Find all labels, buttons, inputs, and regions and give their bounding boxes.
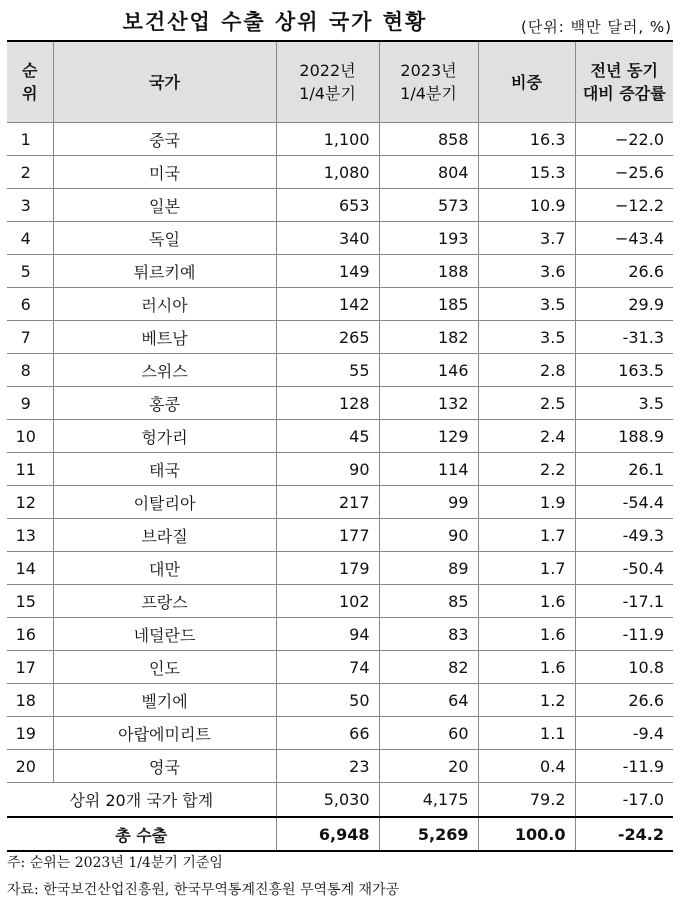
- cell-q2022: 149: [276, 255, 379, 288]
- table-row: [7, 354, 673, 387]
- cell-rank: 1: [7, 123, 53, 156]
- table-row: [7, 288, 673, 321]
- cell-country: 독일: [53, 222, 276, 255]
- table-row: [7, 453, 673, 486]
- header-share: 비중: [478, 41, 575, 123]
- header-rank: [7, 41, 53, 123]
- table-row: [7, 519, 673, 552]
- cell-q2023: 132: [379, 387, 478, 420]
- unit-label: (단위: 백만 달러, %): [520, 18, 672, 36]
- cell-country: 아랍에미리트: [53, 717, 276, 750]
- cell-share: 1.6: [478, 651, 575, 684]
- cell-country: 프랑스: [53, 585, 276, 618]
- cell-rank: 12: [7, 486, 53, 519]
- table-row: [7, 585, 673, 618]
- table-row: [7, 156, 673, 189]
- cell-share: 2.2: [478, 453, 575, 486]
- subtotal-row: [7, 783, 673, 818]
- cell-share: 1.9: [478, 486, 575, 519]
- cell-rank: 11: [7, 453, 53, 486]
- cell-rank: 6: [7, 288, 53, 321]
- total-q2023: 5,269: [379, 817, 478, 851]
- cell-q2022: 45: [276, 420, 379, 453]
- cell-growth: -9.4: [575, 717, 673, 750]
- cell-q2023: 573: [379, 189, 478, 222]
- cell-q2022: 90: [276, 453, 379, 486]
- cell-share: 16.3: [478, 123, 575, 156]
- header-q2023-line1: 2023년: [400, 61, 457, 80]
- header-country: 국가: [53, 41, 276, 123]
- cell-growth: -49.3: [575, 519, 673, 552]
- cell-share: 2.4: [478, 420, 575, 453]
- table-row: [7, 222, 673, 255]
- cell-country: 튀르키예: [53, 255, 276, 288]
- cell-growth: 26.1: [575, 453, 673, 486]
- cell-share: 1.2: [478, 684, 575, 717]
- header-q2022: [276, 41, 379, 123]
- cell-growth: −12.2: [575, 189, 673, 222]
- total-row: [7, 817, 673, 851]
- cell-share: 1.1: [478, 717, 575, 750]
- cell-country: 인도: [53, 651, 276, 684]
- cell-share: 1.6: [478, 618, 575, 651]
- cell-share: 3.5: [478, 288, 575, 321]
- cell-q2022: 340: [276, 222, 379, 255]
- cell-country: 중국: [53, 123, 276, 156]
- cell-country: 홍콩: [53, 387, 276, 420]
- note-source: 자료: 한국보건산업진흥원, 한국무역통계진흥원 무역통계 재가공: [7, 882, 400, 898]
- total-q2022: 6,948: [276, 817, 379, 851]
- cell-rank: 14: [7, 552, 53, 585]
- cell-rank: 17: [7, 651, 53, 684]
- cell-share: 10.9: [478, 189, 575, 222]
- subtotal-growth: -17.0: [575, 783, 673, 818]
- cell-q2023: 114: [379, 453, 478, 486]
- subtotal-q2023: 4,175: [379, 783, 478, 818]
- subtotal-q2022: 5,030: [276, 783, 379, 818]
- table-row: [7, 750, 673, 783]
- cell-q2022: 177: [276, 519, 379, 552]
- cell-share: 1.7: [478, 552, 575, 585]
- cell-growth: -11.9: [575, 618, 673, 651]
- cell-q2022: 66: [276, 717, 379, 750]
- cell-growth: 163.5: [575, 354, 673, 387]
- cell-country: 미국: [53, 156, 276, 189]
- cell-q2022: 94: [276, 618, 379, 651]
- cell-growth: −22.0: [575, 123, 673, 156]
- header-growth-line1: 전년 동기: [590, 61, 658, 80]
- header-rank-line2: 위: [22, 84, 38, 103]
- cell-growth: -11.9: [575, 750, 673, 783]
- cell-rank: 7: [7, 321, 53, 354]
- cell-rank: 15: [7, 585, 53, 618]
- cell-growth: -54.4: [575, 486, 673, 519]
- total-share: 100.0: [478, 817, 575, 851]
- cell-rank: 10: [7, 420, 53, 453]
- table-row: [7, 123, 673, 156]
- total-label: 총 수출: [7, 817, 276, 851]
- cell-q2022: 50: [276, 684, 379, 717]
- header-growth: [575, 41, 673, 123]
- cell-country: 스위스: [53, 354, 276, 387]
- export-table: [7, 40, 673, 852]
- table-row: [7, 387, 673, 420]
- table-row: [7, 717, 673, 750]
- cell-q2023: 193: [379, 222, 478, 255]
- cell-q2022: 265: [276, 321, 379, 354]
- cell-rank: 16: [7, 618, 53, 651]
- subtotal-label: 상위 20개 국가 합계: [7, 783, 276, 818]
- cell-q2023: 804: [379, 156, 478, 189]
- cell-q2023: 185: [379, 288, 478, 321]
- cell-q2023: 182: [379, 321, 478, 354]
- cell-rank: 4: [7, 222, 53, 255]
- cell-country: 대만: [53, 552, 276, 585]
- header-rank-line1: 순: [22, 61, 38, 80]
- header-q2023-line2: 1/4분기: [400, 84, 457, 103]
- cell-growth: −43.4: [575, 222, 673, 255]
- table-row: [7, 189, 673, 222]
- cell-q2023: 20: [379, 750, 478, 783]
- cell-q2022: 653: [276, 189, 379, 222]
- cell-q2022: 23: [276, 750, 379, 783]
- table-row: [7, 651, 673, 684]
- cell-q2022: 179: [276, 552, 379, 585]
- cell-q2022: 102: [276, 585, 379, 618]
- cell-rank: 18: [7, 684, 53, 717]
- header-q2022-line1: 2022년: [299, 61, 356, 80]
- cell-share: 2.8: [478, 354, 575, 387]
- cell-share: 3.7: [478, 222, 575, 255]
- cell-growth: 29.9: [575, 288, 673, 321]
- cell-share: 1.6: [478, 585, 575, 618]
- header-growth-line2: 대비 증감률: [582, 84, 666, 103]
- subtotal-share: 79.2: [478, 783, 575, 818]
- cell-country: 네덜란드: [53, 618, 276, 651]
- cell-q2023: 82: [379, 651, 478, 684]
- cell-q2023: 85: [379, 585, 478, 618]
- cell-rank: 3: [7, 189, 53, 222]
- cell-country: 태국: [53, 453, 276, 486]
- cell-growth: -31.3: [575, 321, 673, 354]
- cell-rank: 20: [7, 750, 53, 783]
- cell-q2023: 99: [379, 486, 478, 519]
- cell-q2023: 146: [379, 354, 478, 387]
- cell-q2023: 89: [379, 552, 478, 585]
- cell-q2023: 129: [379, 420, 478, 453]
- cell-q2023: 64: [379, 684, 478, 717]
- table-row: [7, 486, 673, 519]
- cell-q2023: 90: [379, 519, 478, 552]
- cell-share: 3.6: [478, 255, 575, 288]
- cell-country: 헝가리: [53, 420, 276, 453]
- cell-q2022: 142: [276, 288, 379, 321]
- notes: [7, 850, 399, 904]
- cell-growth: -17.1: [575, 585, 673, 618]
- table-row: [7, 618, 673, 651]
- header-q2023: [379, 41, 478, 123]
- cell-country: 이탈리아: [53, 486, 276, 519]
- cell-country: 일본: [53, 189, 276, 222]
- cell-country: 베트남: [53, 321, 276, 354]
- page-title: 보건산업 수출 상위 국가 현황: [122, 9, 428, 34]
- cell-growth: 10.8: [575, 651, 673, 684]
- cell-growth: -50.4: [575, 552, 673, 585]
- cell-country: 러시아: [53, 288, 276, 321]
- header-q2022-line2: 1/4분기: [299, 84, 356, 103]
- cell-q2022: 128: [276, 387, 379, 420]
- cell-country: 벨기에: [53, 684, 276, 717]
- cell-q2023: 60: [379, 717, 478, 750]
- cell-growth: −25.6: [575, 156, 673, 189]
- cell-growth: 3.5: [575, 387, 673, 420]
- cell-q2022: 1,100: [276, 123, 379, 156]
- cell-share: 1.7: [478, 519, 575, 552]
- note-basis: 주: 순위는 2023년 1/4분기 기준임: [7, 855, 223, 871]
- cell-share: 0.4: [478, 750, 575, 783]
- cell-share: 2.5: [478, 387, 575, 420]
- cell-q2022: 1,080: [276, 156, 379, 189]
- table-row: [7, 684, 673, 717]
- cell-rank: 19: [7, 717, 53, 750]
- cell-growth: 26.6: [575, 684, 673, 717]
- cell-country: 브라질: [53, 519, 276, 552]
- table-header-row: [7, 41, 673, 123]
- cell-q2023: 858: [379, 123, 478, 156]
- cell-share: 3.5: [478, 321, 575, 354]
- cell-rank: 5: [7, 255, 53, 288]
- cell-q2022: 55: [276, 354, 379, 387]
- cell-q2023: 188: [379, 255, 478, 288]
- cell-q2022: 74: [276, 651, 379, 684]
- cell-rank: 2: [7, 156, 53, 189]
- total-growth: -24.2: [575, 817, 673, 851]
- table-row: [7, 552, 673, 585]
- cell-country: 영국: [53, 750, 276, 783]
- cell-share: 15.3: [478, 156, 575, 189]
- cell-rank: 9: [7, 387, 53, 420]
- cell-rank: 8: [7, 354, 53, 387]
- table-row: [7, 420, 673, 453]
- table-row: [7, 321, 673, 354]
- cell-growth: 26.6: [575, 255, 673, 288]
- cell-q2023: 83: [379, 618, 478, 651]
- cell-growth: 188.9: [575, 420, 673, 453]
- table-row: [7, 255, 673, 288]
- cell-rank: 13: [7, 519, 53, 552]
- cell-q2022: 217: [276, 486, 379, 519]
